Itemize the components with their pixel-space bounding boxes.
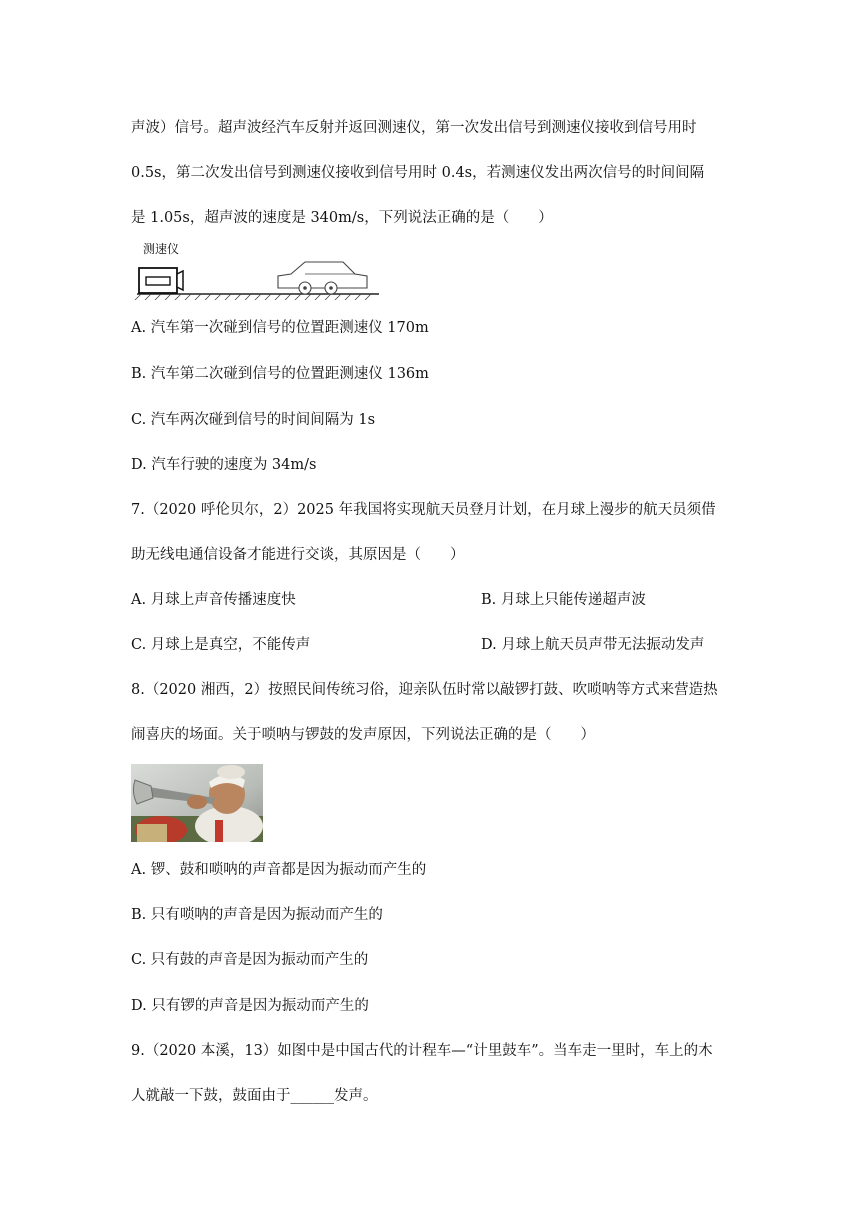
q8-option-a: A. 锣、鼓和唢呐的声音都是因为振动而产生的	[131, 862, 427, 878]
q8-option-b: B. 只有唢呐的声音是因为振动而产生的	[131, 907, 383, 923]
q7-option-d: D. 月球上航天员声带无法振动发声	[481, 637, 705, 653]
speed-meter-label: 测速仪	[143, 242, 180, 256]
q6-option-b: B. 汽车第二次碰到信号的位置距测速仪 136m	[131, 366, 429, 382]
q6-line-3: 是 1.05s，超声波的速度是 340m/s，下列说法正确的是（ ）	[131, 210, 553, 226]
q7-option-a: A. 月球上声音传播速度快	[131, 592, 296, 608]
q6-option-c: C. 汽车两次碰到信号的时间间隔为 1s	[131, 412, 376, 428]
q8-line-1: 8.（2020 湘西，2）按照民间传统习俗，迎亲队伍时常以敲锣打鼓、吹唢呐等方式来营造热	[131, 682, 718, 698]
q8-option-d: D. 只有锣的声音是因为振动而产生的	[131, 998, 369, 1014]
q6-line-2: 0.5s，第二次发出信号到测速仪接收到信号用时 0.4s，若测速仪发出两次信号的时间间隔	[131, 165, 705, 181]
q6-option-a: A. 汽车第一次碰到信号的位置距测速仪 170m	[131, 320, 429, 336]
speed-meter-figure	[131, 238, 381, 300]
q7-option-c: C. 月球上是真空，不能传声	[131, 637, 311, 653]
q8-line-2: 闹喜庆的场面。关于唢呐与锣鼓的发声原因，下列说法正确的是（ ）	[131, 727, 595, 743]
speed-meter-diagram	[131, 238, 381, 300]
suona-photo-graphic	[131, 764, 263, 842]
q6-line-1: 声波）信号。超声波经汽车反射并返回测速仪，第一次发出信号到测速仪接收到信号用时	[131, 120, 697, 136]
q7-line-2: 助无线电通信设备才能进行交谈，其原因是（ ）	[131, 547, 465, 563]
q7-line-1: 7.（2020 呼伦贝尔，2）2025 年我国将实现航天员登月计划，在月球上漫步的航天员须借	[131, 502, 716, 518]
suona-player-photo	[131, 764, 263, 842]
q9-line-2: 人就敲一下鼓，鼓面由于______发声。	[131, 1088, 378, 1104]
q8-option-c: C. 只有鼓的声音是因为振动而产生的	[131, 952, 369, 968]
q7-option-b: B. 月球上只能传递超声波	[481, 592, 646, 608]
q6-option-d: D. 汽车行驶的速度为 34m/s	[131, 457, 317, 473]
q9-line-1: 9.（2020 本溪，13）如图中是中国古代的计程车—“计里鼓车”。当车走一里时，车上的木	[131, 1043, 713, 1059]
